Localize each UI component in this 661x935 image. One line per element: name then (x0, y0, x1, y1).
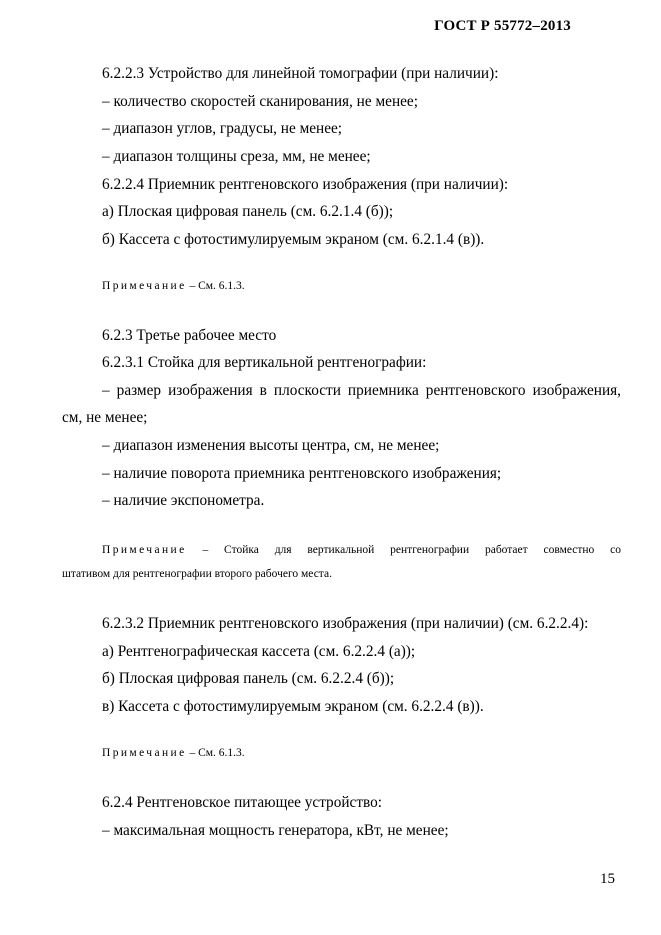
section-6-2-4-heading: 6.2.4 Рентгеновское питающее устройство: (102, 794, 383, 811)
list-item: б) Кассета с фотостимулируемым экраном (см. 6.2.1.4 (в)). (102, 231, 485, 248)
list-item: а) Плоская цифровая панель (см. 6.2.1.4 (б)); (102, 203, 394, 220)
section-6-2-3-heading: 6.2.3 Третье рабочее место (102, 327, 277, 344)
list-item: – наличие поворота приемника рентгеновского изображения; (102, 465, 502, 482)
note-text: – См. 6.1.3. (186, 280, 245, 292)
list-item: – максимальная мощность генератора, кВт, не менее; (102, 822, 449, 839)
list-item-continuation: см, не менее; (62, 409, 148, 426)
clause-6-2-2-4-heading: 6.2.2.4 Приемник рентгеновского изображения (при наличии): (102, 176, 509, 193)
note-text: – Стойка для вертикальной рентгенографии работает совместно со (186, 544, 621, 556)
note-continuation: штативом для рентгенографии второго рабочего места. (62, 568, 332, 580)
note (62, 743, 621, 763)
note (62, 276, 621, 296)
page-number: 15 (600, 871, 615, 887)
note-label: Примечание (102, 544, 187, 556)
note (62, 540, 621, 560)
note-label: Примечание (102, 747, 187, 759)
note-text: – См. 6.1.3. (186, 747, 245, 759)
list-item: – диапазон толщины среза, мм, не менее; (102, 148, 371, 165)
clause-6-2-2-3-heading: 6.2.2.3 Устройство для линейной томографии (при наличии): (102, 65, 499, 82)
list-item: – диапазон углов, градусы, не менее; (102, 120, 343, 137)
list-item: в) Кассета с фотостимулируемым экраном (см. 6.2.2.4 (в)). (102, 698, 484, 715)
list-item: – размер изображения в плоскости приемника рентгеновского изображения, (102, 382, 621, 399)
list-item: – количество скоростей сканирования, не менее; (102, 93, 418, 110)
list-item: – наличие экспонометра. (102, 492, 265, 509)
list-item: а) Рентгенографическая кассета (см. 6.2.2.4 (а)); (102, 643, 416, 660)
list-item: б) Плоская цифровая панель (см. 6.2.2.4 (б)); (102, 670, 395, 687)
clause-6-2-3-1-heading: 6.2.3.1 Стойка для вертикальной рентгенографии: (102, 354, 427, 371)
clause-6-2-3-2-heading: 6.2.3.2 Приемник рентгеновского изображения (при наличии) (см. 6.2.2.4): (102, 615, 589, 632)
list-item: – диапазон изменения высоты центра, см, не менее; (102, 437, 440, 454)
document-header: ГОСТ Р 55772–2013 (434, 18, 571, 34)
note-label: Примечание (102, 280, 187, 292)
